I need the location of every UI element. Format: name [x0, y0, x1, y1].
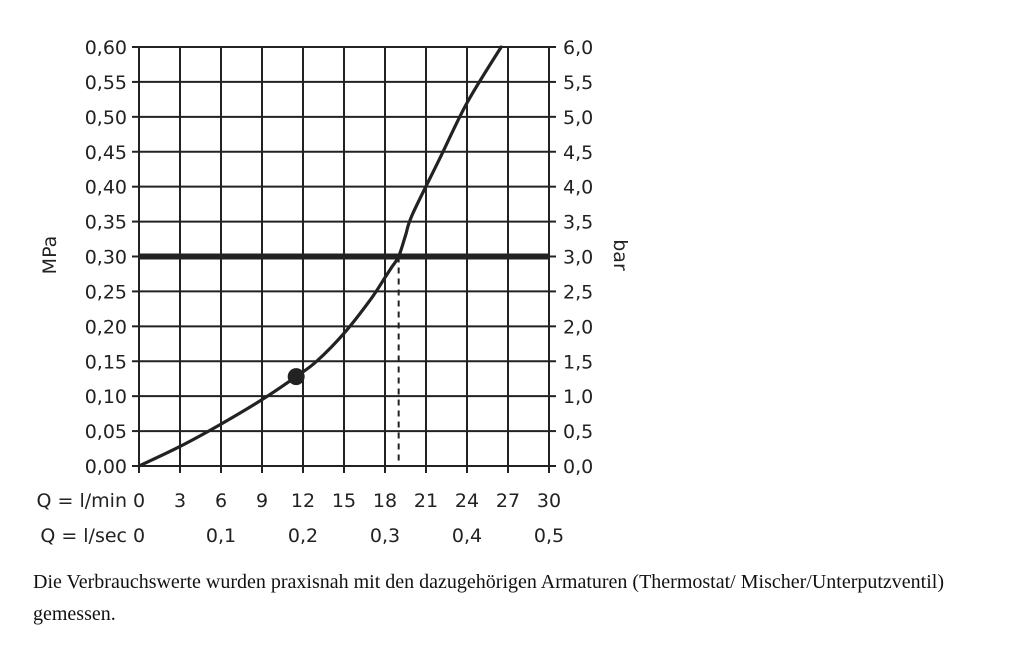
right-y-tick-label: 0,5 [563, 421, 594, 444]
x-tick-label: 0 [132, 490, 146, 512]
x-tick-label: 9 [255, 490, 269, 512]
right-y-tick-label: 3,5 [563, 211, 594, 234]
right-y-tick-label: 4,5 [563, 141, 594, 164]
x-axis-rows [37, 490, 565, 547]
x-tick-label: 0,2 [287, 525, 319, 547]
series-marker [288, 368, 305, 385]
right-y-tick-label: 2,5 [563, 281, 594, 304]
x-tick-label: 27 [495, 490, 521, 512]
x-tick-label: 15 [331, 490, 357, 512]
x-tick-label: 0,5 [533, 525, 565, 547]
x-tick-label: 0,1 [205, 525, 237, 547]
right-y-tick-label: 5,0 [563, 106, 594, 129]
x-tick-label: 0,4 [451, 525, 483, 547]
left-y-tick-label: 0,50 [84, 106, 127, 129]
left-y-tick-label: 0,35 [84, 211, 127, 234]
left-y-tick-label: 0,45 [84, 141, 127, 164]
x-tick-label: 6 [214, 490, 228, 512]
x-tick-label: 3 [173, 490, 187, 512]
x-tick-label: 12 [290, 490, 316, 512]
left-y-tick-label: 0,20 [84, 316, 127, 339]
right-y-tick-label: 6,0 [563, 37, 594, 59]
right-y-tick-labels [563, 37, 593, 478]
left-y-tick-label: 0,05 [84, 421, 127, 444]
left-y-tick-label: 0,55 [84, 71, 127, 94]
right-y-tick-label: 5,5 [563, 71, 594, 94]
left-y-tick-labels [85, 37, 127, 478]
x-tick-label: 24 [454, 490, 480, 512]
chart-grid [132, 47, 556, 473]
right-y-tick-label: 1,0 [563, 386, 594, 409]
right-y-tick-label: 4,0 [563, 176, 594, 199]
x-row-label: Q = l/sec [40, 525, 127, 547]
chart-caption: Die Verbrauchswerte wurden praxisnah mit den dazugehörigen Armaturen (Thermostat/ Mischer/Unterputzventil) gemessen. [33, 571, 944, 625]
x-tick-label: 0,3 [369, 525, 401, 547]
x-row-label: Q = l/min [36, 490, 127, 512]
left-y-tick-label: 0,15 [84, 351, 127, 374]
x-tick-label: 30 [536, 490, 562, 512]
x-tick-label: 0 [132, 525, 146, 547]
left-y-tick-label: 0,60 [84, 37, 127, 59]
right-y-tick-label: 1,5 [563, 351, 594, 374]
left-y-tick-label: 0,00 [84, 456, 127, 478]
left-y-tick-label: 0,10 [84, 386, 127, 409]
right-y-tick-label: 2,0 [563, 316, 594, 339]
left-y-tick-label: 0,25 [84, 281, 127, 304]
left-y-tick-label: 0,30 [84, 246, 127, 269]
right-axis-label: bar [609, 239, 631, 271]
x-tick-label: 18 [372, 490, 398, 512]
left-axis-label: MPa [39, 235, 61, 275]
left-y-tick-label: 0,40 [84, 176, 127, 199]
x-tick-label: 21 [413, 490, 439, 512]
right-y-tick-label: 3,0 [563, 246, 594, 269]
right-y-tick-label: 0,0 [563, 456, 594, 478]
